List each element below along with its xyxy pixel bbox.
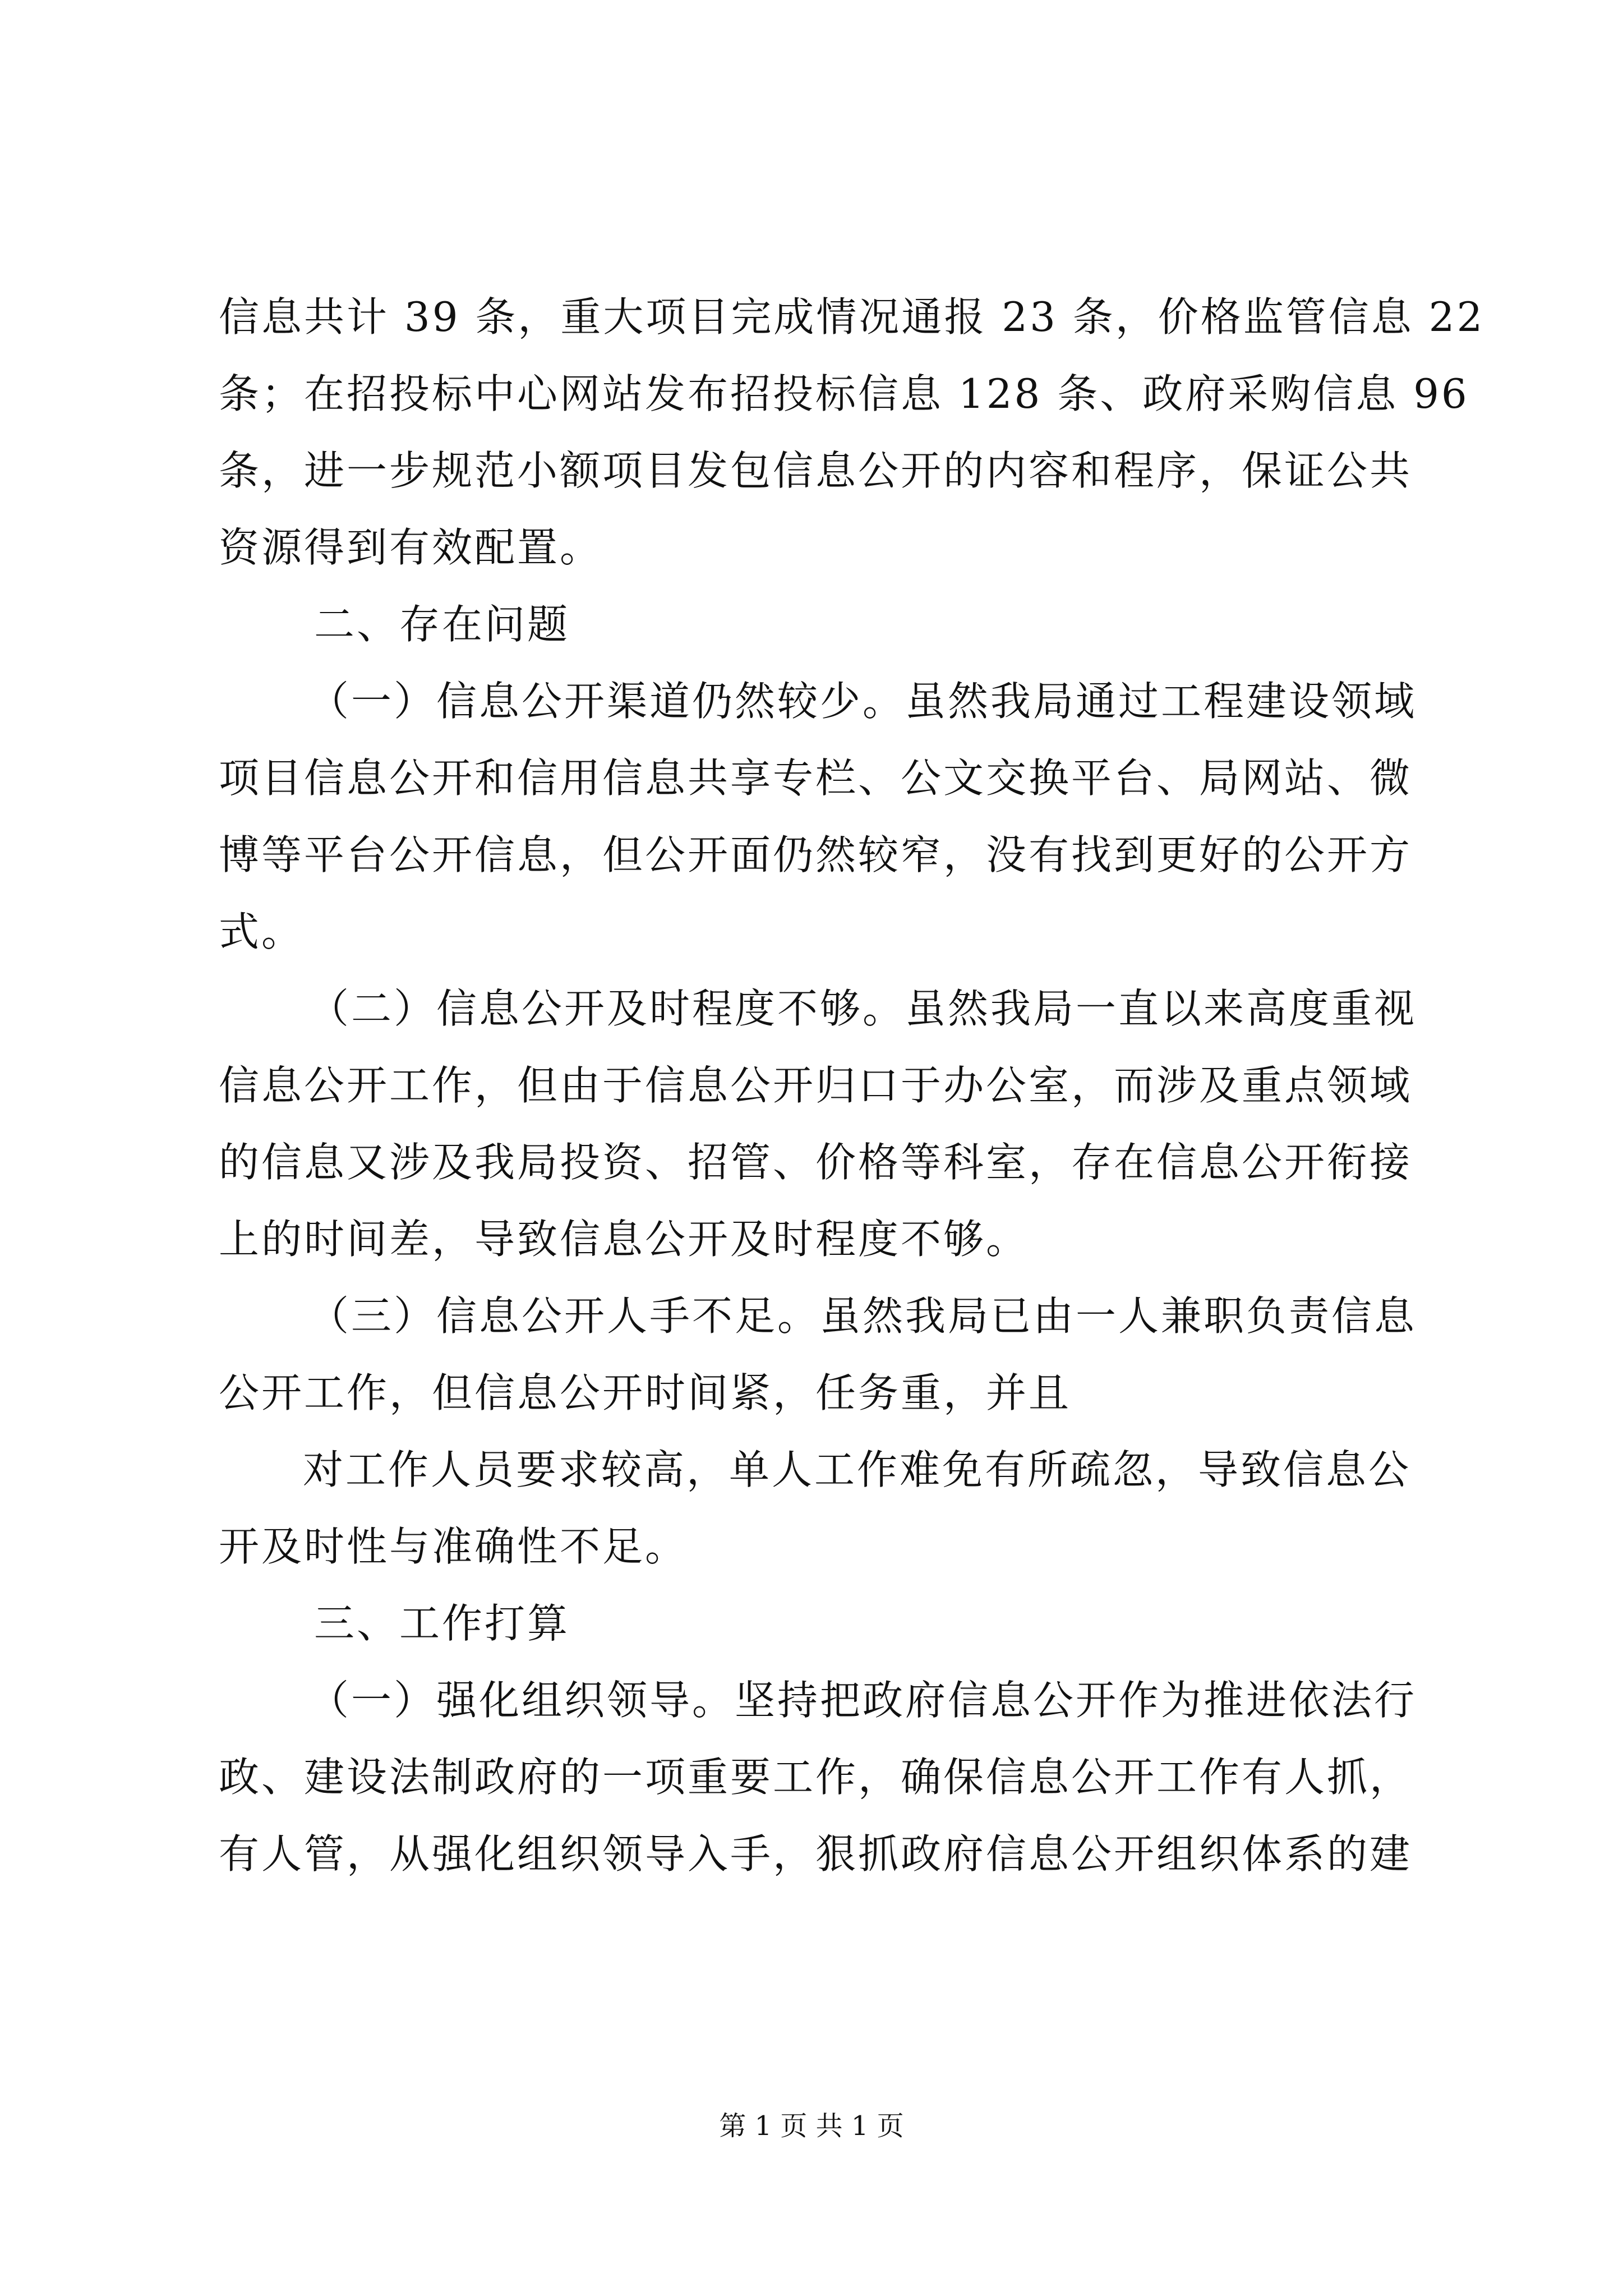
section-heading: 三、工作打算	[314, 1600, 570, 1647]
paragraph-line: 式。	[219, 908, 305, 955]
paragraph-line: （三）信息公开人手不足。虽然我局已由一人兼职负责信息	[308, 1292, 1417, 1340]
section-heading: 二、存在问题	[314, 601, 570, 648]
paragraph-line: 有人管，从强化组织领导入手，狠抓政府信息公开组织体系的建	[219, 1830, 1413, 1878]
paragraph-line: 公开工作，但信息公开时间紧，任务重，并且	[219, 1369, 1072, 1416]
paragraph-line: （二）信息公开及时程度不够。虽然我局一直以来高度重视	[308, 985, 1417, 1032]
paragraph-line: （一）信息公开渠道仍然较少。虽然我局通过工程建设领域	[308, 678, 1417, 725]
paragraph-line: 开及时性与准确性不足。	[219, 1523, 688, 1570]
paragraph-line: 政、建设法制政府的一项重要工作，确保信息公开工作有人抓，	[219, 1754, 1413, 1801]
paragraph-line: 的信息又涉及我局投资、招管、价格等科室，存在信息公开衔接	[219, 1139, 1413, 1186]
paragraph-line: 条；在招投标中心网站发布招投标信息 128 条、政府采购信息 96	[219, 370, 1469, 417]
paragraph-line: （一）强化组织领导。坚持把政府信息公开作为推进依法行	[308, 1677, 1417, 1724]
paragraph-line: 信息共计 39 条，重大项目完成情况通报 23 条，价格监管信息 22	[219, 293, 1485, 341]
paragraph-line: 对工作人员要求较高，单人工作难免有所疏忽，导致信息公	[303, 1446, 1412, 1493]
paragraph-line: 博等平台公开信息，但公开面仍然较窄，没有找到更好的公开方	[219, 831, 1413, 878]
paragraph-line: 信息公开工作，但由于信息公开归口于办公室，而涉及重点领域	[219, 1062, 1413, 1109]
paragraph-line: 上的时间差，导致信息公开及时程度不够。	[219, 1216, 1029, 1263]
paragraph-line: 条，进一步规范小额项目发包信息公开的内容和程序，保证公共	[219, 447, 1413, 494]
page-footer: 第 1 页 共 1 页	[719, 2110, 904, 2142]
paragraph-line: 资源得到有效配置。	[219, 524, 603, 571]
paragraph-line: 项目信息公开和信用信息共享专栏、公文交换平台、局网站、微	[219, 754, 1413, 802]
